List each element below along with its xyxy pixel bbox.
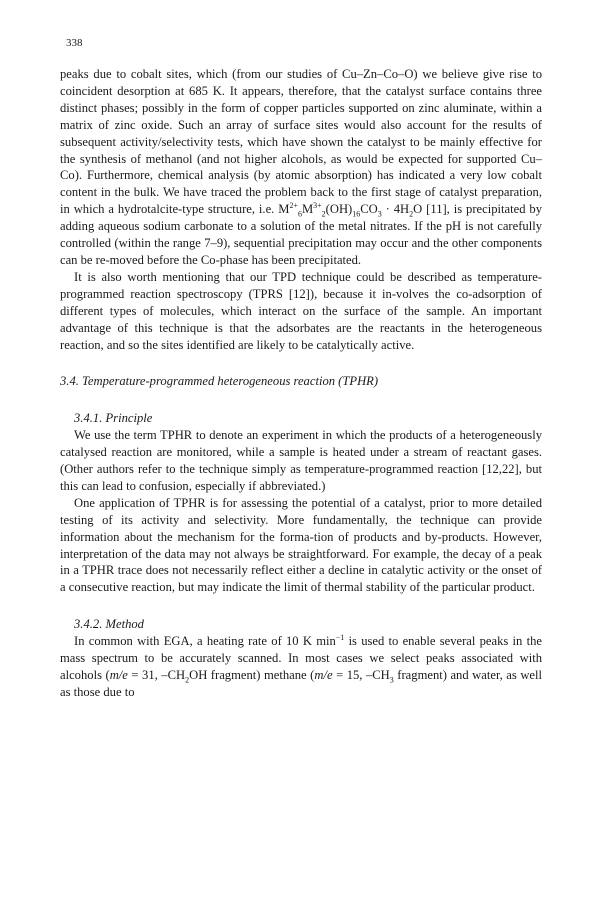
paragraph-tphr-application: One application of TPHR is for assessing the potential of a catalyst, prior to more detailed testing of its activity and selectivity. More fundamentally, the technique can provide information about the mechanism for the forma-tion of products and by-products. However, interpretation of the data may not always be straightforward. For example, the decay of a peak in a TPHR trace does not necessarily reflect either a decline in catalytic activity or the onset of a consecutive reaction, but may indicate the limit of thermal stability of the particular product. — [60, 495, 542, 595]
paragraph-cobalt-sites — [60, 66, 542, 269]
subsection-heading-method: 3.4.2. Method — [74, 617, 144, 632]
subsection-heading-principle: 3.4.1. Principle — [74, 411, 153, 426]
paragraph-method: In common with EGA, a heating rate of 10 K $\min^{-1}$ is used to enable several peaks in the mass spectrum to be accurately scanned. In most cases we select peaks associated with alcohols (m/e = 31, $-CH_2OH$ fragment) methane (m/e = 15, $-CH_3$ fragment) and water, as well as those due to — [60, 633, 542, 699]
page-number: 338 — [66, 37, 83, 49]
section-heading: 3.4. Temperature-programmed heterogeneous reaction (TPHR) — [60, 374, 379, 389]
article-body — [60, 66, 542, 701]
paragraph-text: [11], is precipitated by adding aqueous sodium carbonate to a solution of the metal nitrates. If the pH is not carefully controlled (within the range 7–9), sequential precipitation may occur and the other components can be re-moved before the Co-phase has been precipitated. — [60, 202, 542, 267]
paragraph-text: peaks due to cobalt sites, which (from our studies of Cu–Zn–Co–O) we believe give rise to coincident desorption at 685 K. It appears, therefore, that the catalyst surface contains three distinct phases; possibly in the form of copper particles supported on zinc aluminate, within a matrix of zinc oxide. Such an array of surface sites would also account for the results of subsequent activity/selectivity tests, which have shown the catalyst to be mainly effective for the synthesis of methanol (and not higher alcohols, as would be expected for supported Cu–Co). Furthermore, chemical analysis (by atomic absorption) has indicated a very low cobalt content in the bulk. We have traced the problem back to the first stage of catalyst preparation, in which a hydrotalcite-type structure, i.e. — [60, 67, 542, 217]
paragraph-tphr-definition: We use the term TPHR to denote an experiment in which the products of a heterogeneously catalysed reaction are monitored, while a sample is heated under a stream of reactant gases. (Other authors refer to the technique simply as temperature-programmed reaction [12,22], but this can lead to confusion, especially if abbreviated.) — [60, 428, 542, 493]
hydrotalcite-formula: $M^{2+}_6M^{3+}_2(OH)_{16}CO_3 \cdot 4H_2O$ — [278, 201, 423, 219]
paragraph-tpd-technique: It is also worth mentioning that our TPD technique could be described as temperature-programmed reaction spectroscopy (TPRS [12]), because it in-volves the co-adsorption of different types of molecules, which interact on the surface of the sample. An important advantage of this technique is that the adsorbates are the reactants in the heterogeneous reaction, and so the sites identified are likely to be catalytically active. — [60, 269, 542, 352]
